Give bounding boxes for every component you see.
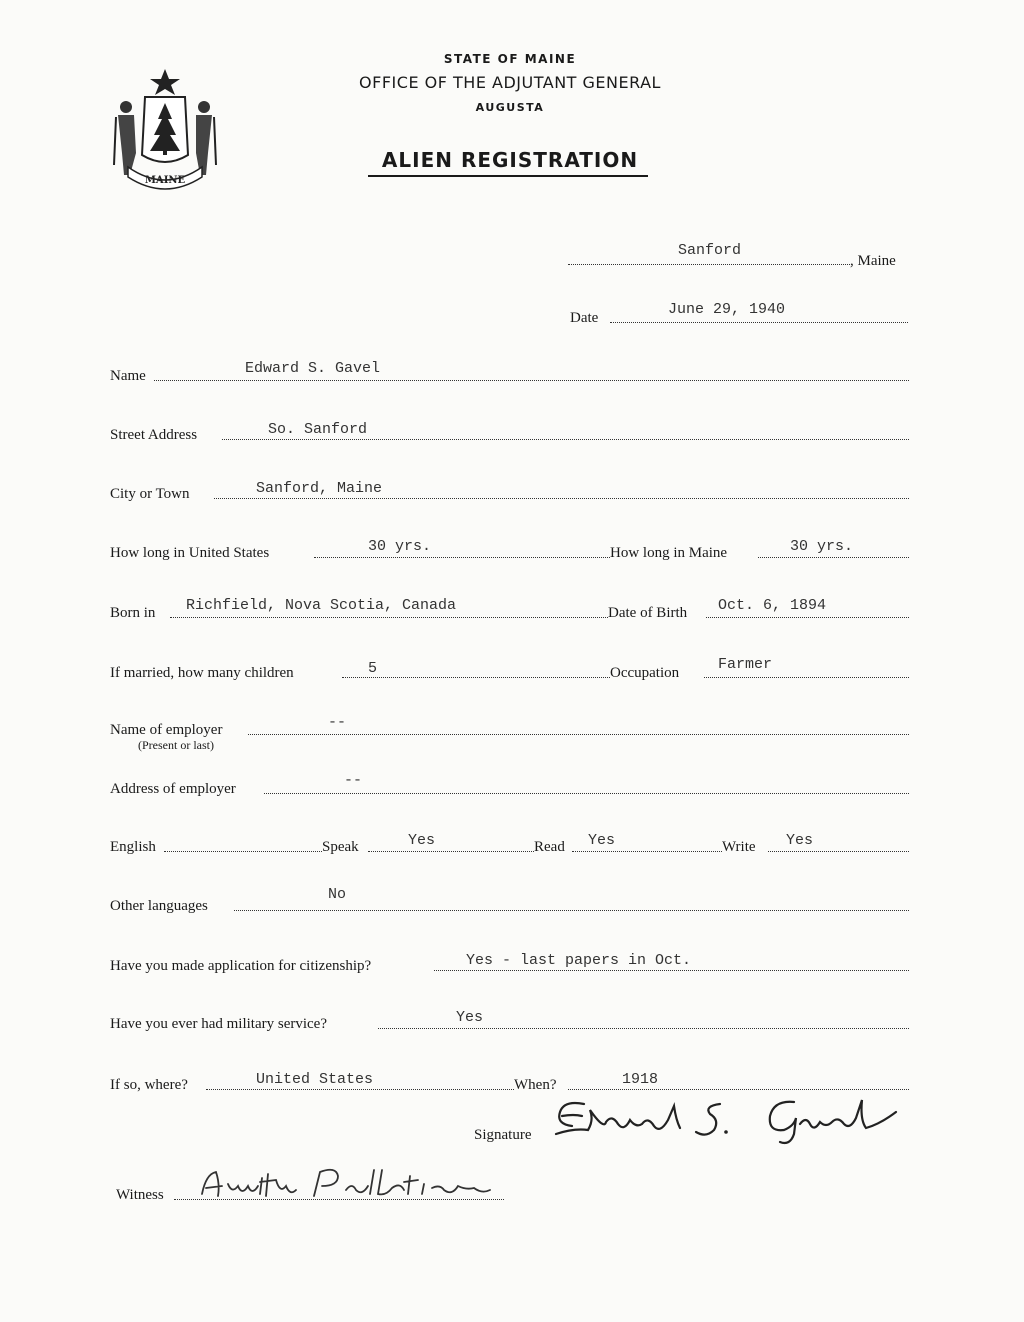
date-line	[610, 322, 908, 323]
employer-address-value: --	[344, 772, 363, 789]
employer-value: --	[328, 714, 347, 731]
street-label: Street Address	[110, 427, 198, 443]
other-languages-value: No	[328, 886, 347, 903]
other-languages-line	[234, 910, 909, 911]
location-line	[568, 264, 850, 265]
employer-label: Name of employer	[110, 722, 223, 738]
title-underline	[368, 175, 648, 177]
city-label: City or Town	[110, 486, 190, 502]
where-label: If so, where?	[110, 1077, 188, 1093]
location-suffix: , Maine	[850, 253, 896, 269]
us-duration-value: 30 yrs.	[368, 538, 432, 555]
when-label: When?	[514, 1077, 557, 1093]
street-line	[222, 439, 909, 440]
children-value: 5	[368, 660, 378, 677]
date-label: Date	[570, 310, 599, 326]
children-line	[342, 677, 610, 678]
read-label: Read	[534, 839, 565, 855]
military-label: Have you ever had military service?	[110, 1016, 327, 1032]
born-in-value: Richfield, Nova Scotia, Canada	[186, 597, 457, 614]
employer-address-line	[264, 793, 909, 794]
occupation-label: Occupation	[610, 665, 680, 681]
employer-address-label: Address of employer	[110, 781, 236, 797]
citizenship-value: Yes - last papers in Oct.	[466, 952, 692, 969]
write-line	[768, 851, 909, 852]
city-heading: AUGUSTA	[475, 101, 545, 114]
city-value: Sanford, Maine	[256, 480, 383, 497]
born-in-label: Born in	[110, 605, 156, 621]
english-line	[164, 851, 322, 852]
name-label: Name	[110, 368, 146, 384]
date-value: June 29, 1940	[668, 301, 786, 318]
location-value: Sanford	[678, 242, 742, 259]
write-label: Write	[722, 839, 756, 855]
speak-line	[368, 851, 534, 852]
office-heading: OFFICE OF THE ADJUTANT GENERAL	[359, 73, 661, 92]
occupation-value: Farmer	[718, 656, 773, 673]
other-languages-label: Other languages	[110, 898, 208, 914]
write-value: Yes	[786, 832, 814, 849]
maine-duration-label: How long in Maine	[610, 545, 728, 561]
born-in-line	[170, 617, 608, 618]
citizenship-line	[434, 970, 909, 971]
employer-sublabel: (Present or last)	[138, 738, 214, 752]
witness-handwriting	[196, 1160, 496, 1205]
name-value: Edward S. Gavel	[245, 360, 381, 377]
signature-handwriting	[544, 1090, 914, 1150]
city-line	[214, 498, 909, 499]
occupation-line	[704, 677, 909, 678]
signature-label: Signature	[474, 1127, 532, 1143]
maine-duration-value: 30 yrs.	[790, 538, 854, 555]
dob-line	[706, 617, 909, 618]
street-value: So. Sanford	[268, 421, 368, 438]
state-heading: STATE OF MAINE	[443, 52, 577, 66]
citizenship-label: Have you made application for citizenship?	[110, 958, 372, 974]
svg-text:MAINE: MAINE	[144, 175, 186, 186]
dob-value: Oct. 6, 1894	[718, 597, 827, 614]
us-duration-label: How long in United States	[110, 545, 270, 561]
children-label: If married, how many children	[110, 665, 294, 681]
where-line	[206, 1089, 514, 1090]
form-title: ALIEN REGISTRATION	[381, 148, 639, 172]
when-value: 1918	[622, 1071, 659, 1088]
read-value: Yes	[588, 832, 616, 849]
military-line	[378, 1028, 909, 1029]
military-value: Yes	[456, 1009, 484, 1026]
name-line	[154, 380, 909, 381]
read-line	[572, 851, 722, 852]
speak-value: Yes	[408, 832, 436, 849]
us-duration-line	[314, 557, 610, 558]
english-label: English	[110, 839, 156, 855]
employer-line	[248, 734, 909, 735]
where-value: United States	[256, 1071, 374, 1088]
dob-label: Date of Birth	[608, 605, 688, 621]
maine-state-seal-icon	[110, 65, 220, 190]
maine-duration-line	[758, 557, 909, 558]
speak-label: Speak	[322, 839, 359, 855]
witness-label: Witness	[116, 1187, 164, 1203]
